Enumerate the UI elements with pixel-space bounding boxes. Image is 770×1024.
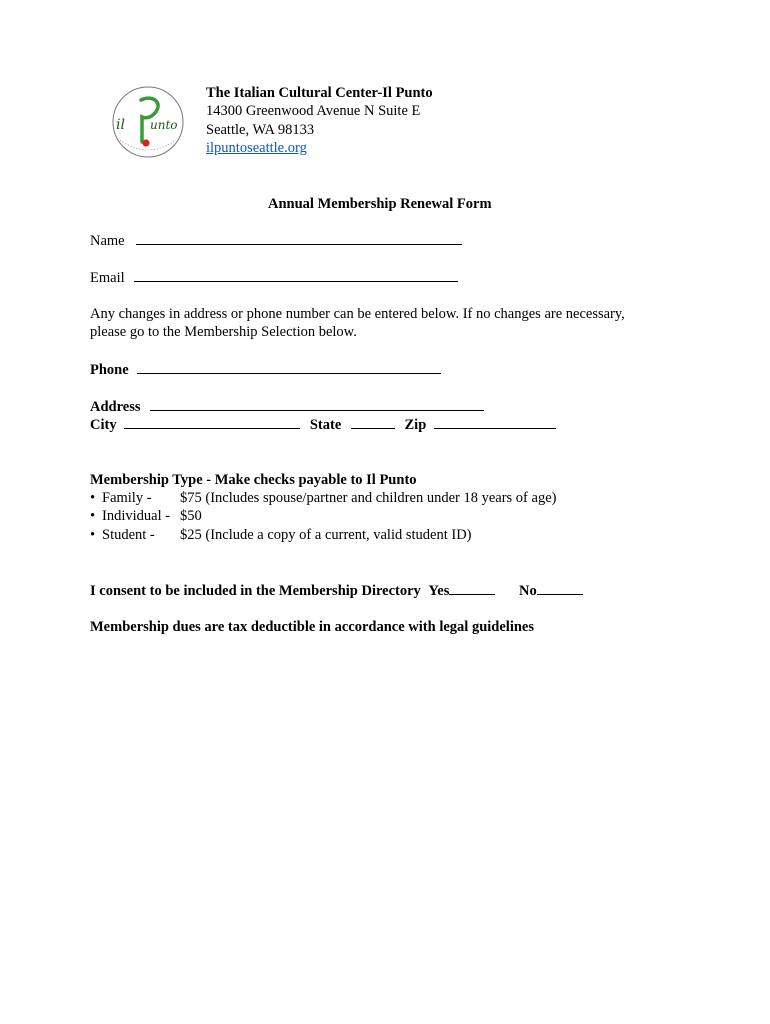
tax-note: Membership dues are tax deductible in accordance with legal guidelines xyxy=(90,619,534,635)
consent-yes-label: Yes xyxy=(428,583,450,599)
membership-option-family[interactable] xyxy=(90,489,556,507)
il-punto-logo xyxy=(110,84,186,160)
membership-option-individual[interactable] xyxy=(90,507,202,525)
phone-row xyxy=(90,360,441,379)
name-label: Name xyxy=(90,233,125,249)
bullet: • xyxy=(90,490,96,506)
zip-field[interactable] xyxy=(434,415,556,429)
consent-yes-field[interactable] xyxy=(449,581,495,595)
svg-text:unto: unto xyxy=(150,118,178,132)
consent-no-label: No xyxy=(519,583,537,599)
address-label: Address xyxy=(90,399,141,415)
phone-field[interactable] xyxy=(137,360,441,374)
org-address-line2: Seattle, WA 98133 xyxy=(206,122,315,138)
org-website-link[interactable]: ilpuntoseattle.org xyxy=(206,140,307,156)
email-field[interactable] xyxy=(134,268,458,282)
name-field[interactable] xyxy=(136,231,462,245)
email-label: Email xyxy=(90,270,125,286)
changes-note-line1: Any changes in address or phone number can be entered below. If no changes are necessary, xyxy=(90,306,625,322)
option-term: Individual - xyxy=(102,508,171,524)
consent-row xyxy=(90,581,583,600)
address-field[interactable] xyxy=(150,397,484,411)
svg-text:il: il xyxy=(116,117,125,133)
state-label: State xyxy=(309,417,342,433)
membership-option-student[interactable] xyxy=(90,526,472,544)
bullet: • xyxy=(90,508,96,524)
org-name: The Italian Cultural Center-Il Punto xyxy=(206,85,433,101)
state-field[interactable] xyxy=(351,415,395,429)
option-term: Student - xyxy=(102,527,155,543)
phone-label: Phone xyxy=(90,362,129,378)
city-state-zip-row xyxy=(90,415,556,434)
form-title: Annual Membership Renewal Form xyxy=(268,196,492,212)
option-detail: $25 (Include a copy of a current, valid student ID) xyxy=(180,527,472,543)
bullet: • xyxy=(90,527,96,543)
changes-note-line2: please go to the Membership Selection below. xyxy=(90,324,357,340)
name-row xyxy=(90,231,462,250)
option-term: Family - xyxy=(102,490,152,506)
org-address-line1: 14300 Greenwood Avenue N Suite E xyxy=(206,103,421,119)
option-detail: $75 (Includes spouse/partner and children under 18 years of age) xyxy=(180,490,557,506)
zip-label: Zip xyxy=(404,417,427,433)
address-row xyxy=(90,397,484,416)
city-label: City xyxy=(90,417,117,433)
consent-text: I consent to be included in the Membership Directory xyxy=(90,583,421,599)
option-detail: $50 xyxy=(180,508,202,524)
city-field[interactable] xyxy=(124,415,300,429)
email-row xyxy=(90,268,458,287)
consent-no-field[interactable] xyxy=(537,581,583,595)
membership-heading: Membership Type - Make checks payable to Il Punto xyxy=(90,472,417,488)
